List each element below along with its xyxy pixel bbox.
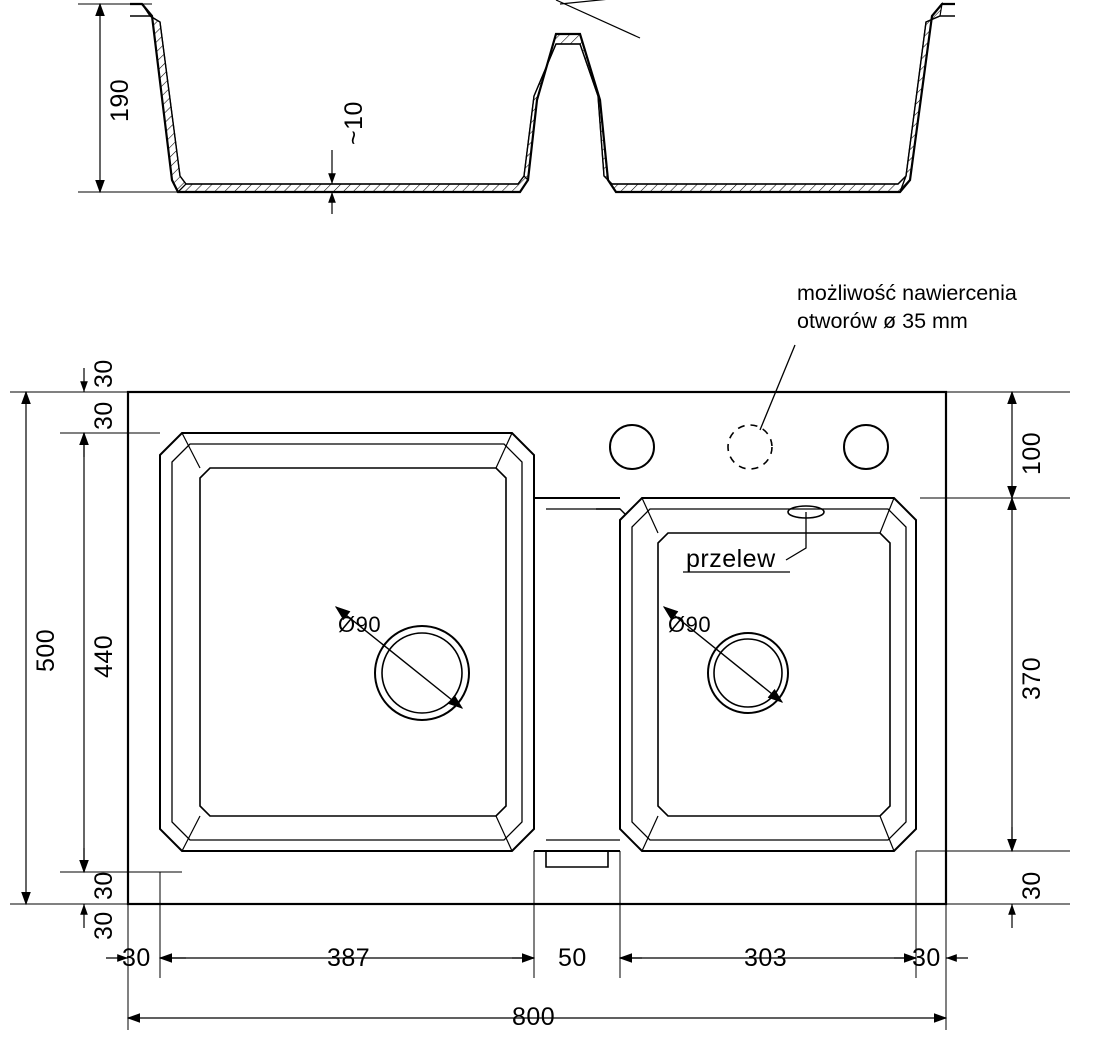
drill-note-line2: otworów ø 35 mm xyxy=(797,309,968,333)
dimension-label-bottom-margin-inner: 30 xyxy=(90,911,118,940)
dimension-label-190: 190 xyxy=(106,78,134,122)
dimension-label-30-bottom-right: 30 xyxy=(912,944,941,972)
dimension-label-top-margin-outer: 30 xyxy=(90,359,118,388)
dimension-label-30-bottom-left: 30 xyxy=(122,944,151,972)
dimension-label-top-margin-inner: 30 xyxy=(90,401,118,430)
section-view xyxy=(130,0,955,192)
dimension-label-800: 800 xyxy=(512,1003,556,1031)
overflow-note: przelew xyxy=(686,545,776,573)
dimension-label-303: 303 xyxy=(744,944,788,972)
top-view xyxy=(128,392,946,904)
dimension-label-50: 50 xyxy=(558,944,587,972)
dimension-label-500: 500 xyxy=(32,628,60,672)
dimension-label-370: 370 xyxy=(1018,656,1046,700)
dimension-label-left-drain: Ø90 xyxy=(338,612,382,637)
dimension-label-right-drain: Ø90 xyxy=(668,612,712,637)
dimension-label-thickness: ~10 xyxy=(340,101,368,145)
note-leaders xyxy=(683,345,806,572)
dimension-label-30-right: 30 xyxy=(1018,871,1046,900)
dimension-label-100: 100 xyxy=(1018,431,1046,475)
dimension-label-387: 387 xyxy=(327,944,371,972)
dimension-label-bottom-margin-outer: 30 xyxy=(90,871,118,900)
drill-note-line1: możliwość nawiercenia xyxy=(797,281,1017,305)
dimension-label-440: 440 xyxy=(90,634,118,678)
